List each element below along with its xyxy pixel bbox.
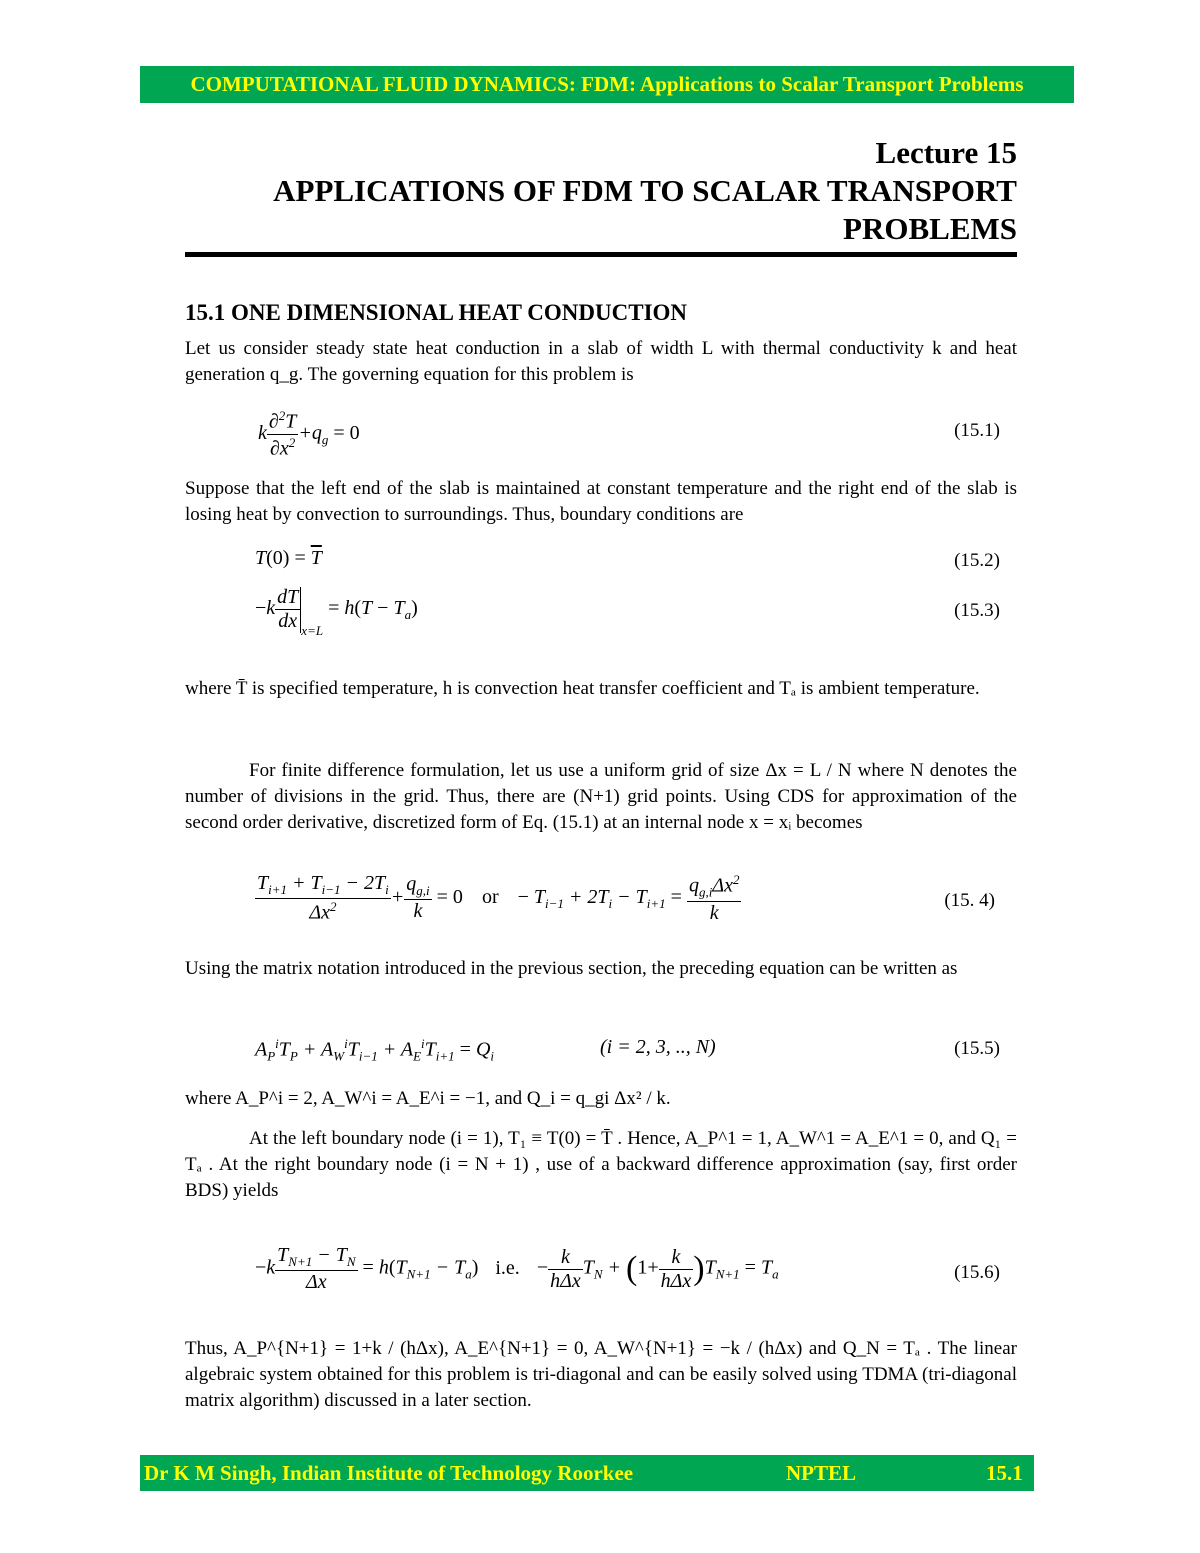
paragraph-finite-difference: For finite difference formulation, let us use a uniform grid of size Δx = L / N where N denotes the number of divisions in the grid. Thus, there are (N+1) grid points. Using CDS for approximation of the second order derivative, discretized form of Eq. (15.1) at an internal node x = xᵢ becomes xyxy=(185,760,1017,833)
paragraph-where-1: where T̄ is specified temperature, h is convection heat transfer coefficient and Tₐ is ambient temperature. xyxy=(185,678,980,699)
paragraph-intro: Let us consider steady state heat conduction in a slab of width L with thermal conductivity k and heat generation q_g. The governing equation for this problem is xyxy=(185,338,1017,385)
equation-15-5-range: (i = 2, 3, .., N) xyxy=(600,1036,716,1058)
equation-15-3: −k $\frac{dT}{dx}$ $_{x=L} = h(T - T_a)$ xyxy=(255,586,418,639)
paragraph-boundary-conditions: Suppose that the left end of the slab is maintained at constant temperature and the right end of the slab is losing heat by convection to surroundings. Thus, boundary conditions are xyxy=(185,478,1017,525)
paragraph-conclusion: Thus, A_P^{N+1} = 1+k / (hΔx), A_E^{N+1} = 0, A_W^{N+1} = −k / (hΔx) and Q_N = Tₐ . The linear algebraic system obtained for this problem is tri-diagonal and can be easily solved using TDMA (tri-diagonal matrix algorithm) discussed in a later section. xyxy=(185,1338,1017,1411)
paragraph-left-boundary: At the left boundary node (i = 1), T₁ ≡ T(0) = T̄ . Hence, A_P^1 = 1, A_W^1 = A_E^1 = 0, and Q₁ = Tₐ . At the right boundary node (i = N + 1) , use of a backward difference approximation (say, first order BDS) yields xyxy=(185,1128,1017,1201)
equation-number-15-1: (15.1) xyxy=(954,420,1000,441)
footer-org: NPTEL xyxy=(786,1461,857,1485)
footer-author: Dr K M Singh, Indian Institute of Technology Roorkee xyxy=(144,1461,634,1485)
header-banner-text: COMPUTATIONAL FLUID DYNAMICS: FDM: Applications to Scalar Transport Problems xyxy=(190,72,1024,96)
equation-number-15-5: (15.5) xyxy=(954,1038,1000,1059)
section-heading: 15.1 ONE DIMENSIONAL HEAT CONDUCTION xyxy=(185,300,688,325)
lecture-number: Lecture 15 xyxy=(875,135,1017,170)
header-banner xyxy=(140,66,1074,103)
equation-15-6: −k $\frac{T_{N+1} - T_N}{\Delta x}$ = $h(T_{N+1} - T_a) i.e$. − $\frac{k}{\text{hΔx}}$ $T_N + (1+$ $\frac{k}{\text{hΔx}}$ )$T_{N+1} = T_a$ xyxy=(255,1244,779,1293)
equation-number-15-4: (15. 4) xyxy=(944,890,995,911)
lecture-title-line2: PROBLEMS xyxy=(843,211,1017,246)
title-rule xyxy=(185,252,1017,257)
paragraph-coefficients: where A_P^i = 2, A_W^i = A_E^i = −1, and Q_i = q_gi Δx² / k. xyxy=(185,1088,671,1109)
equation-15-4: $\frac{T_{i+1} + T_{i-1} - 2T_i}{\Delta x^2}$ + $\frac{q_{g,i}}{k}$ = 0 or − $T_{i-1} + 2T_i - T_{i+1}$ = $\frac{q_{g,i}\Delta x^2}{k}$ xyxy=(257,872,740,924)
equation-number-15-2: (15.2) xyxy=(954,550,1000,571)
equation-15-1: k $\frac{\partial^2T}{\partial x^2}$ $+q_g = 0$ xyxy=(258,408,360,460)
equation-15-2: $T(0) = \overline{T}$ xyxy=(255,547,322,569)
footer-banner xyxy=(140,1455,1034,1491)
equation-15-4-or: or xyxy=(481,885,499,908)
equation-number-15-6: (15.6) xyxy=(954,1262,1000,1283)
equation-15-6-ie: i.e. xyxy=(495,1256,520,1279)
paragraph-matrix-notation: Using the matrix notation introduced in the previous section, the preceding equation can be written as xyxy=(185,958,958,979)
equation-number-15-3: (15.3) xyxy=(954,600,1000,621)
equation-15-5: $A_P^iT_P + A_W^iT_{i-1} + A_E^iT_{i+1} = Q_i$ xyxy=(255,1036,495,1064)
lecture-title-line1: APPLICATIONS OF FDM TO SCALAR TRANSPORT xyxy=(273,173,1017,208)
footer-page-number: 15.1 xyxy=(986,1461,1023,1485)
